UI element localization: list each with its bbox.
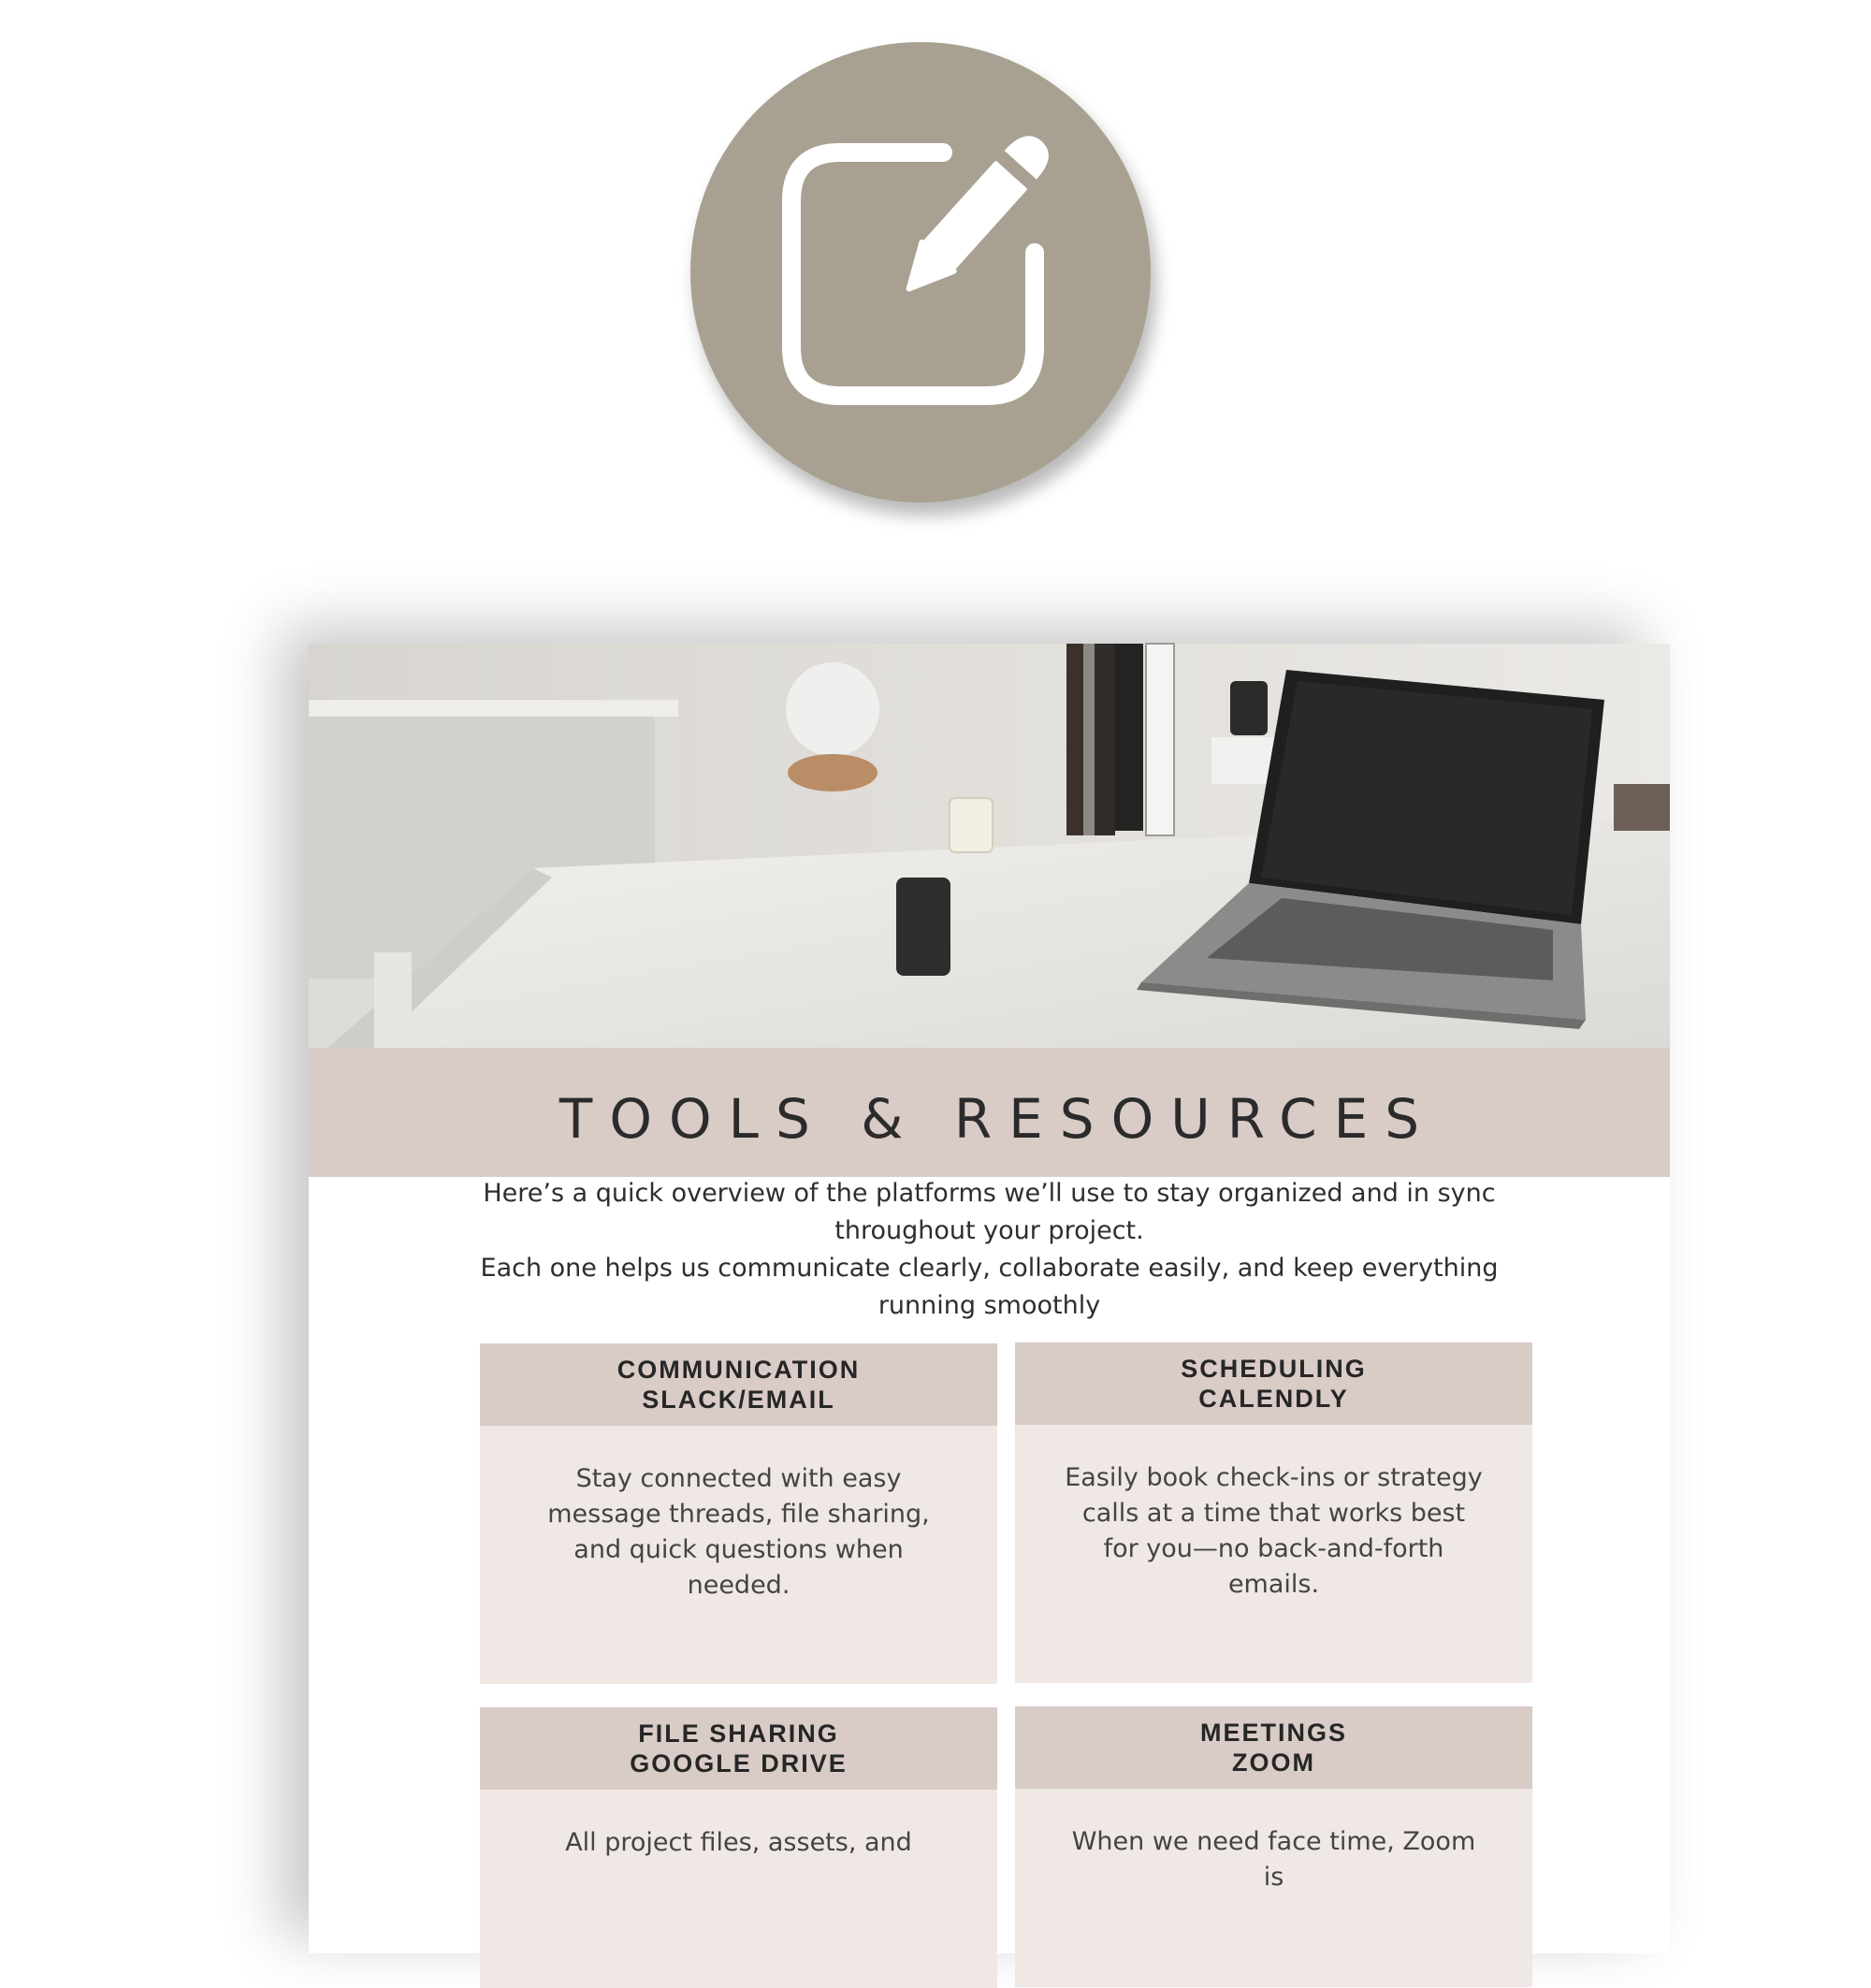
- card-description: All project files, assets, and: [565, 1828, 912, 1857]
- tool-card-file-sharing: [480, 1707, 997, 1988]
- card-platform: ZOOM: [1232, 1749, 1315, 1777]
- card-category: COMMUNICATION: [616, 1356, 861, 1384]
- document-title: TOOLS & RESOURCES: [558, 1087, 1437, 1151]
- tool-card-meetings: [1015, 1706, 1532, 1987]
- card-platform: GOOGLE DRIVE: [630, 1749, 848, 1778]
- card-header: [1015, 1706, 1532, 1789]
- card-header: [480, 1707, 997, 1790]
- card-description: Stay connected with easy message threads, file sharing, and quick questions when needed.: [547, 1464, 930, 1600]
- card-category: FILE SHARING: [638, 1720, 839, 1748]
- edit-badge[interactable]: [690, 42, 1151, 502]
- intro-line-2: Each one helps us communicate clearly, collaborate easily, and keep everything running smoothly: [480, 1254, 1499, 1320]
- tool-card-scheduling: [1015, 1342, 1532, 1683]
- card-platform: CALENDLY: [1198, 1385, 1349, 1413]
- card-header: [480, 1343, 997, 1426]
- intro-line-1: Here’s a quick overview of the platforms we’ll use to stay organized and in sync throughout your project.: [483, 1179, 1496, 1245]
- tool-card-communication: [480, 1343, 997, 1684]
- card-category: MEETINGS: [1199, 1719, 1347, 1747]
- card-category: SCHEDULING: [1181, 1355, 1367, 1383]
- card-platform: SLACK/EMAIL: [642, 1386, 835, 1414]
- card-header: [1015, 1342, 1532, 1425]
- card-description: Easily book check-ins or strategy calls at a time that works best for you—no back-and-forth emails.: [1065, 1463, 1483, 1599]
- document-page: [309, 644, 1670, 1953]
- intro-text: [449, 1175, 1530, 1325]
- title-band: [309, 1048, 1670, 1177]
- card-description: When we need face time, Zoom is: [1071, 1827, 1476, 1892]
- hero-photo: [309, 644, 1670, 1048]
- edit-note-icon: [690, 42, 1151, 502]
